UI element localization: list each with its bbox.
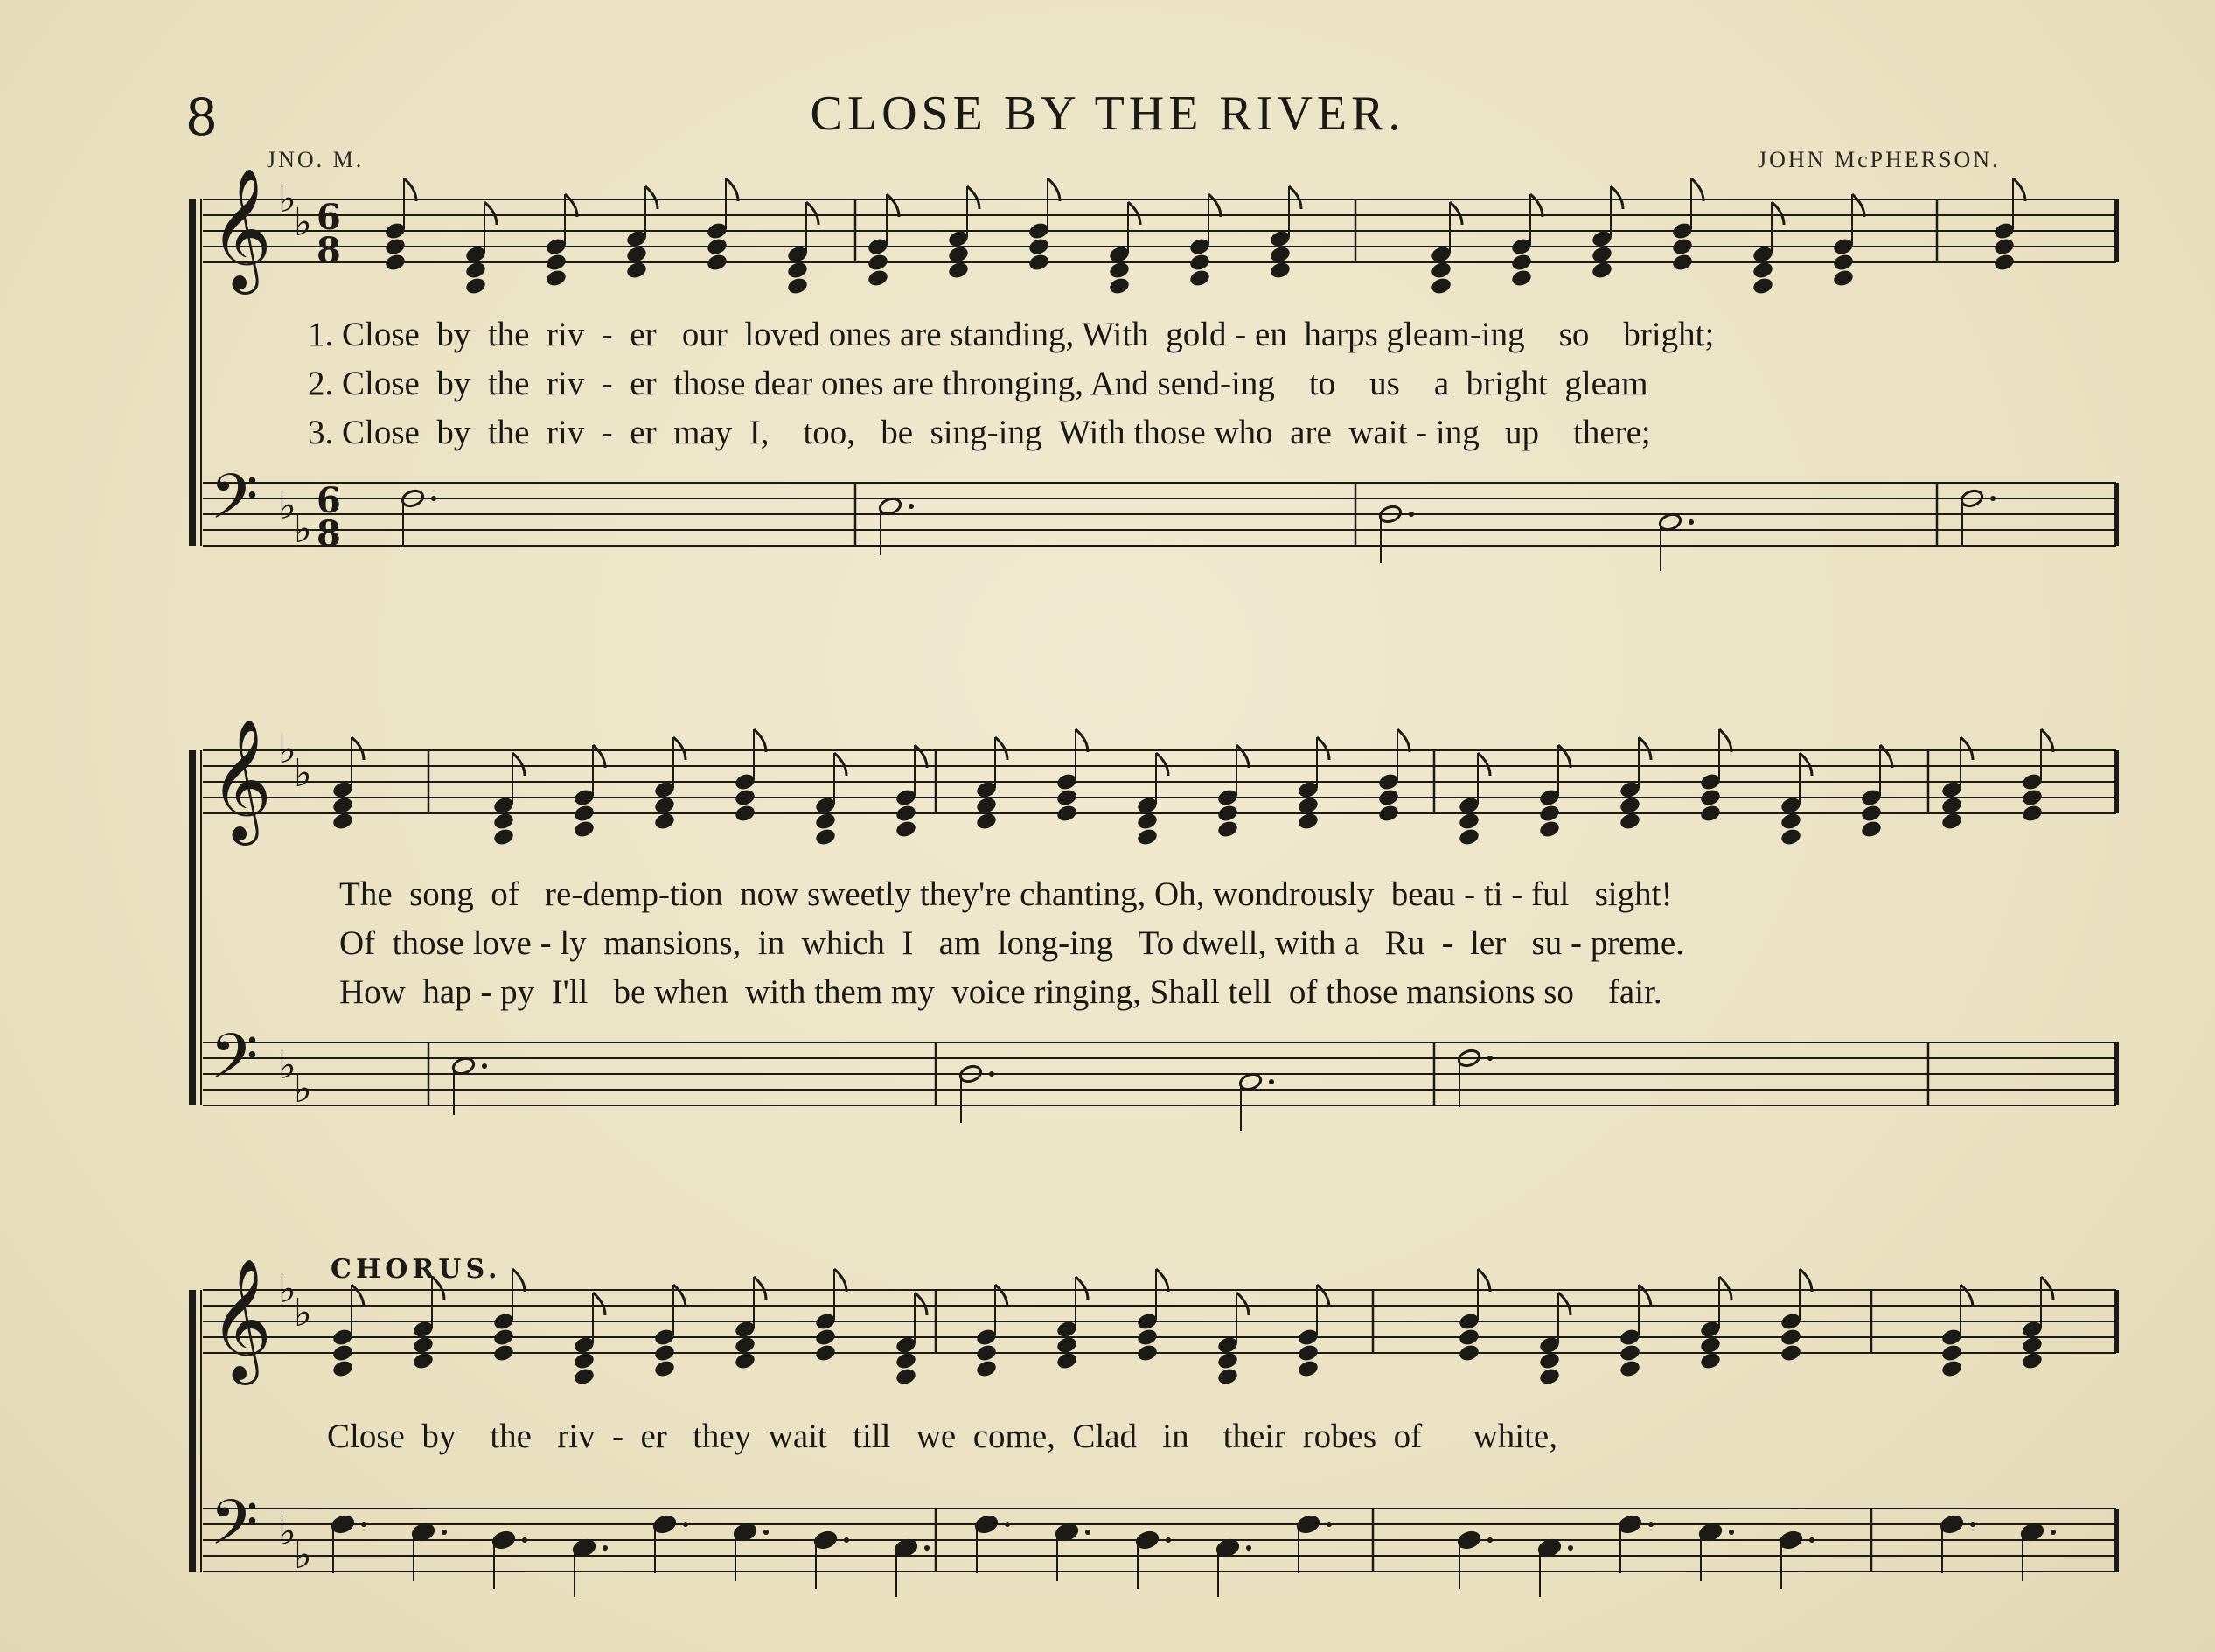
- note-head: [1699, 1351, 1722, 1371]
- note-head: [1055, 1351, 1078, 1371]
- note-head: [1538, 1367, 1561, 1387]
- flat-icon: ♭: [278, 728, 296, 772]
- note-head: [1297, 796, 1320, 816]
- note-head: [1055, 788, 1078, 808]
- note-head: [1510, 268, 1533, 289]
- note-flag: [915, 1293, 927, 1315]
- flat-icon: ♭: [294, 751, 312, 796]
- note-flag: [1852, 194, 1864, 217]
- note-head: [1780, 812, 1802, 832]
- note-head: [1216, 1367, 1239, 1387]
- note-head: [492, 812, 515, 832]
- note-head: [2021, 1351, 2044, 1371]
- note-head: [1458, 827, 1480, 847]
- note-flag: [1076, 729, 1088, 752]
- note-head: [706, 237, 728, 257]
- note-head: [814, 812, 837, 832]
- note-flag: [1156, 753, 1168, 776]
- bass-clef-icon: 𝄢: [210, 461, 259, 548]
- treble-clef-icon: 𝄞: [210, 1258, 272, 1380]
- note-head: [492, 1328, 515, 1348]
- note-head: [814, 827, 837, 847]
- bass-note-head: [1457, 1530, 1481, 1550]
- note-head: [1538, 804, 1561, 824]
- note-flag: [1558, 745, 1571, 768]
- bass-note-head: [1779, 1530, 1803, 1550]
- note-flag: [834, 1269, 846, 1292]
- note-flag: [967, 186, 979, 209]
- time-signature-numerator: 6: [317, 480, 341, 521]
- note-flag: [2013, 178, 2025, 201]
- flat-icon: ♭: [294, 1291, 312, 1335]
- flat-icon: ♭: [294, 200, 312, 245]
- note-head: [1940, 1359, 1963, 1379]
- note-head: [1510, 253, 1533, 273]
- note-head: [1619, 1343, 1641, 1363]
- composer-credit: JOHN McPHERSON.: [1758, 147, 2001, 172]
- note-head: [1216, 819, 1239, 840]
- note-flag: [754, 729, 766, 752]
- note-head: [1993, 253, 2016, 273]
- note-flag: [2041, 729, 2053, 752]
- note-flag: [1156, 1269, 1168, 1292]
- note-head: [331, 812, 354, 832]
- note-flag: [726, 178, 738, 201]
- note-head: [573, 819, 596, 840]
- dot: [1085, 1530, 1090, 1535]
- note-head: [573, 1367, 596, 1387]
- note-flag: [1048, 178, 1060, 201]
- note-head: [1832, 268, 1855, 289]
- note-head: [1832, 253, 1855, 273]
- note-flag: [2041, 1277, 2053, 1300]
- note-flag: [1719, 1277, 1731, 1300]
- note-head: [1780, 827, 1802, 847]
- note-head: [384, 237, 407, 257]
- note-head: [975, 812, 998, 832]
- note-head: [464, 261, 487, 281]
- bass-note-head: [491, 1530, 516, 1550]
- dot: [1648, 1522, 1654, 1527]
- lyric-line-verse3-b: How hap - py I'll be when with them my voice ringing, Shall tell of those mansions so fair.: [339, 973, 1662, 1011]
- note-head: [786, 261, 809, 281]
- note-flag: [1639, 1285, 1651, 1307]
- dot: [1005, 1522, 1010, 1527]
- note-head: [412, 1335, 435, 1356]
- time-signature-numerator: 6: [317, 197, 341, 238]
- note-head: [1940, 812, 1963, 832]
- dot: [1409, 512, 1414, 517]
- note-head: [734, 1351, 756, 1371]
- note-flag: [352, 737, 364, 760]
- note-head: [1780, 1343, 1802, 1363]
- dot: [924, 1545, 930, 1551]
- note-flag: [1772, 202, 1784, 225]
- note-flag: [1289, 186, 1301, 209]
- note-head: [867, 268, 889, 289]
- note-head: [653, 1359, 676, 1379]
- note-flag: [484, 202, 497, 225]
- note-head: [1027, 253, 1050, 273]
- flat-icon: ♭: [278, 1043, 296, 1088]
- note-head: [975, 1343, 998, 1363]
- note-head: [653, 1343, 676, 1363]
- note-flag: [1236, 745, 1249, 768]
- note-flag: [1800, 1269, 1812, 1292]
- dot: [1990, 496, 1996, 501]
- note-head: [975, 796, 998, 816]
- bass-note-head: [1618, 1514, 1642, 1534]
- note-head: [1940, 1343, 1963, 1363]
- note-head: [1538, 819, 1561, 840]
- note-head: [1619, 812, 1641, 832]
- note-head: [734, 804, 756, 824]
- note-flag: [593, 745, 605, 768]
- note-head: [545, 253, 568, 273]
- note-head: [492, 1343, 515, 1363]
- treble-clef-icon: 𝄞: [210, 719, 272, 840]
- note-flag: [1128, 202, 1140, 225]
- dot: [442, 1530, 447, 1535]
- flat-icon: ♭: [294, 507, 312, 552]
- note-head: [1699, 804, 1722, 824]
- note-flag: [1611, 186, 1623, 209]
- bass-note-head: [331, 1514, 355, 1534]
- note-flag: [673, 1285, 686, 1307]
- note-flag: [1076, 1277, 1088, 1300]
- song-title: CLOSE BY THE RIVER.: [810, 87, 1405, 141]
- note-head: [1430, 276, 1452, 296]
- note-head: [1860, 819, 1883, 840]
- dot: [1246, 1545, 1251, 1551]
- note-head: [1136, 827, 1159, 847]
- note-flag: [995, 1285, 1007, 1307]
- note-flag: [1450, 202, 1462, 225]
- note-head: [1297, 812, 1320, 832]
- note-flag: [1317, 737, 1329, 760]
- note-head: [331, 796, 354, 816]
- note-head: [734, 1335, 756, 1356]
- note-head: [1619, 1359, 1641, 1379]
- dot: [763, 1530, 769, 1535]
- note-head: [1699, 788, 1722, 808]
- note-head: [1699, 1335, 1722, 1356]
- note-head: [895, 1351, 917, 1371]
- note-flag: [1208, 194, 1221, 217]
- note-head: [1136, 1343, 1159, 1363]
- chorus-label: CHORUS.: [331, 1254, 502, 1285]
- dot: [989, 1071, 994, 1077]
- note-head: [1269, 261, 1292, 281]
- note-flag: [352, 1285, 364, 1307]
- note-head: [1027, 237, 1050, 257]
- note-flag: [1478, 753, 1490, 776]
- note-head: [545, 268, 568, 289]
- note-flag: [1719, 729, 1731, 752]
- lyric-line-verse2-a: 2. Close by the riv - er those dear ones are thronging, And send-ing to us a bright gleam: [308, 365, 1648, 402]
- note-head: [1269, 245, 1292, 265]
- note-head: [653, 796, 676, 816]
- note-flag: [1961, 737, 1973, 760]
- bass-clef-icon: 𝄢: [210, 1021, 259, 1108]
- note-flag: [645, 186, 658, 209]
- note-head: [814, 1343, 837, 1363]
- bass-note-head: [1296, 1514, 1320, 1534]
- note-head: [1591, 245, 1613, 265]
- note-head: [1188, 268, 1211, 289]
- lyric-line-verse1-a: 1. Close by the riv - er our loved ones are standing, With gold - en harps gleam-ing so bright;: [308, 316, 1715, 353]
- note-head: [1780, 1328, 1802, 1348]
- note-head: [1671, 237, 1694, 257]
- note-head: [625, 261, 648, 281]
- note-flag: [1478, 1269, 1490, 1292]
- note-flag: [1961, 1285, 1973, 1307]
- note-head: [1860, 804, 1883, 824]
- note-head: [947, 261, 970, 281]
- note-head: [895, 1367, 917, 1387]
- note-head: [331, 1359, 354, 1379]
- dot: [1487, 1537, 1493, 1543]
- time-signature-denominator: 8: [317, 230, 341, 271]
- bass-clef-icon: 𝄢: [210, 1487, 259, 1574]
- dot: [1689, 519, 1694, 525]
- lyric-line-verse2-b: Of those love - ly mansions, in which I am long-ing To dwell, with a Ru - ler su - preme.: [339, 924, 1684, 962]
- note-head: [1752, 261, 1774, 281]
- note-head: [464, 276, 487, 296]
- note-head: [1458, 1343, 1480, 1363]
- note-head: [1188, 253, 1211, 273]
- bass-note-head: [1135, 1530, 1160, 1550]
- dot: [1487, 1056, 1493, 1061]
- dot: [482, 1063, 487, 1069]
- note-flag: [512, 753, 525, 776]
- note-head: [895, 804, 917, 824]
- note-head: [1108, 276, 1131, 296]
- dot: [1809, 1537, 1814, 1543]
- note-head: [1377, 804, 1400, 824]
- note-head: [331, 1343, 354, 1363]
- dot: [1166, 1537, 1171, 1543]
- note-head: [625, 245, 648, 265]
- bass-note-head: [1940, 1514, 1964, 1534]
- note-head: [1538, 1351, 1561, 1371]
- bass-note-head: [652, 1514, 677, 1534]
- note-flag: [673, 737, 686, 760]
- note-head: [1136, 812, 1159, 832]
- note-head: [2021, 788, 2044, 808]
- dot: [683, 1522, 688, 1527]
- note-head: [1297, 1359, 1320, 1379]
- flat-icon: ♭: [294, 1533, 312, 1578]
- note-head: [1752, 276, 1774, 296]
- lyric-line-verse3-a: 3. Close by the riv - er may I, too, be sing-ing With those who are wait - ing up there;: [308, 414, 1651, 451]
- note-flag: [834, 753, 846, 776]
- note-flag: [593, 1293, 605, 1315]
- note-flag: [1800, 753, 1812, 776]
- flat-icon: ♭: [294, 1067, 312, 1112]
- note-flag: [1317, 1285, 1329, 1307]
- dot: [431, 496, 436, 501]
- bass-note-head: [813, 1530, 838, 1550]
- note-head: [706, 253, 728, 273]
- note-flag: [1880, 745, 1892, 768]
- flat-icon: ♭: [278, 1509, 296, 1554]
- note-flag: [512, 1269, 525, 1292]
- note-head: [1055, 1335, 1078, 1356]
- dot: [1568, 1545, 1573, 1551]
- note-flag: [1397, 729, 1410, 752]
- note-head: [1108, 261, 1131, 281]
- note-flag: [565, 194, 577, 217]
- note-head: [734, 788, 756, 808]
- note-head: [384, 253, 407, 273]
- note-head: [2021, 804, 2044, 824]
- dot: [1970, 1522, 1975, 1527]
- note-head: [786, 276, 809, 296]
- note-flag: [806, 202, 818, 225]
- lyric-line-verse1-b: The song of re-demp-tion now sweetly they're chanting, Oh, wondrously beau - ti - ful sight!: [339, 875, 1673, 913]
- dot: [361, 1522, 366, 1527]
- note-flag: [1236, 1293, 1249, 1315]
- dot: [522, 1537, 527, 1543]
- note-head: [1297, 1343, 1320, 1363]
- note-head: [573, 1351, 596, 1371]
- note-flag: [995, 737, 1007, 760]
- note-head: [1458, 812, 1480, 832]
- note-head: [1591, 261, 1613, 281]
- note-head: [867, 253, 889, 273]
- note-flag: [1639, 737, 1651, 760]
- dot: [844, 1537, 849, 1543]
- treble-clef-icon: 𝄞: [210, 168, 272, 289]
- dot: [2051, 1530, 2056, 1535]
- note-head: [1216, 1351, 1239, 1371]
- note-head: [492, 827, 515, 847]
- note-head: [1430, 261, 1452, 281]
- time-signature-denominator: 8: [317, 513, 341, 554]
- note-head: [1619, 796, 1641, 816]
- note-head: [1671, 253, 1694, 273]
- note-head: [947, 245, 970, 265]
- note-head: [1136, 1328, 1159, 1348]
- dot: [1729, 1530, 1734, 1535]
- bass-note-head: [974, 1514, 999, 1534]
- note-head: [1993, 237, 2016, 257]
- note-head: [412, 1351, 435, 1371]
- lyricist-credit: JNO. M.: [267, 147, 365, 172]
- lyric-line-chorus: Close by the riv - er they wait till we come, Clad in their robes of white,: [327, 1418, 1557, 1455]
- note-flag: [1691, 178, 1703, 201]
- note-flag: [754, 1277, 766, 1300]
- note-head: [1055, 804, 1078, 824]
- note-head: [1458, 1328, 1480, 1348]
- dot: [909, 504, 914, 509]
- note-head: [2021, 1335, 2044, 1356]
- note-flag: [887, 194, 899, 217]
- flat-icon: ♭: [278, 484, 296, 528]
- note-head: [895, 819, 917, 840]
- flat-icon: ♭: [278, 177, 296, 221]
- note-head: [975, 1359, 998, 1379]
- note-flag: [1530, 194, 1543, 217]
- page-number: 8: [185, 87, 218, 147]
- note-flag: [915, 745, 927, 768]
- note-head: [573, 804, 596, 824]
- dot: [603, 1545, 608, 1551]
- note-head: [1377, 788, 1400, 808]
- note-head: [1216, 804, 1239, 824]
- dot: [1327, 1522, 1332, 1527]
- note-head: [814, 1328, 837, 1348]
- flat-icon: ♭: [278, 1267, 296, 1312]
- note-flag: [404, 178, 416, 201]
- dot: [1269, 1079, 1274, 1084]
- note-flag: [1558, 1293, 1571, 1315]
- note-head: [653, 812, 676, 832]
- note-head: [1940, 796, 1963, 816]
